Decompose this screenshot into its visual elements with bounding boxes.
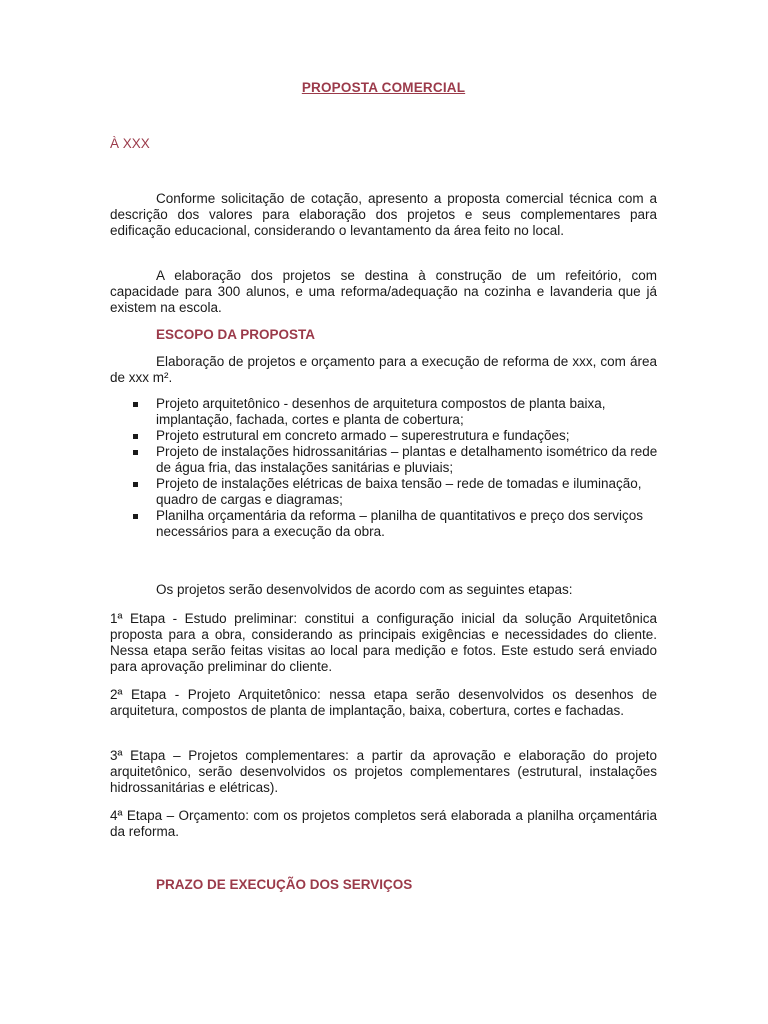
list-item xyxy=(156,444,666,476)
square-bullet-icon xyxy=(133,450,138,455)
stage-1-paragraph: 1ª Etapa - Estudo preliminar: constitui a configuração inicial da solução Arquitetônica proposta para a obra, considerando as principais exigências e necessidades do cliente. Nessa etapa serão feitas visitas ao local para medição e fotos. Este estudo será enviado para aprovação preliminar do cliente. xyxy=(110,611,657,674)
scope-item-text: Projeto estrutural em concreto armado – superestrutura e fundações; xyxy=(156,428,570,443)
list-item xyxy=(156,476,666,508)
list-item xyxy=(156,508,666,540)
scope-paragraph: Elaboração de projetos e orçamento para a execução de reforma de xxx, com área de xxx m². xyxy=(110,354,657,385)
stage-2-paragraph: 2ª Etapa - Projeto Arquitetônico: nessa etapa serão desenvolvidos os desenhos de arquitetura, compostos de planta de implantação, baixa, cobertura, cortes e fachadas. xyxy=(110,687,657,718)
stages-intro: Os projetos serão desenvolvidos de acordo com as seguintes etapas: xyxy=(156,582,573,597)
scope-item-text: Projeto arquitetônico - desenhos de arquitetura compostos de planta baixa, implantação, fachada, cortes e planta de cobertura; xyxy=(156,396,606,427)
intro-paragraph-2: A elaboração dos projetos se destina à construção de um refeitório, com capacidade para 300 alunos, e uma reforma/adequação na cozinha e lavanderia que já existem na escola. xyxy=(110,268,657,315)
scope-list xyxy=(156,396,666,540)
stage-3-paragraph: 3ª Etapa – Projetos complementares: a partir da aprovação e elaboração do projeto arquitetônico, serão desenvolvidos os projetos complementares (estrutural, instalações hidrossanitárias e elétricas). xyxy=(110,748,657,795)
square-bullet-icon xyxy=(133,514,138,519)
square-bullet-icon xyxy=(133,482,138,487)
intro-paragraph-1: Conforme solicitação de cotação, apresento a proposta comercial técnica com a descrição dos valores para elaboração dos projetos e seus complementares para edificação educacional, considerando o levantamento da área feito no local. xyxy=(110,191,657,238)
document-title: PROPOSTA COMERCIAL xyxy=(301,80,466,95)
square-bullet-icon xyxy=(133,402,138,407)
list-item xyxy=(156,428,666,444)
list-item xyxy=(156,396,666,428)
square-bullet-icon xyxy=(133,434,138,439)
recipient-line: À XXX xyxy=(110,136,150,151)
scope-item-text: Projeto de instalações hidrossanitárias – plantas e detalhamento isométrico da rede de água fria, das instalações sanitárias e pluviais; xyxy=(156,444,658,475)
deadline-heading: PRAZO DE EXECUÇÃO DOS SERVIÇOS xyxy=(156,877,413,892)
scope-item-text: Projeto de instalações elétricas de baixa tensão – rede de tomadas e iluminação, quadro de cargas e diagramas; xyxy=(156,476,642,507)
scope-item-text: Planilha orçamentária da reforma – planilha de quantitativos e preço dos serviços necessários para a execução da obra. xyxy=(156,508,644,539)
scope-heading: ESCOPO DA PROPOSTA xyxy=(156,327,316,342)
stage-4-paragraph: 4ª Etapa – Orçamento: com os projetos completos será elaborada a planilha orçamentária da reforma. xyxy=(110,808,657,839)
